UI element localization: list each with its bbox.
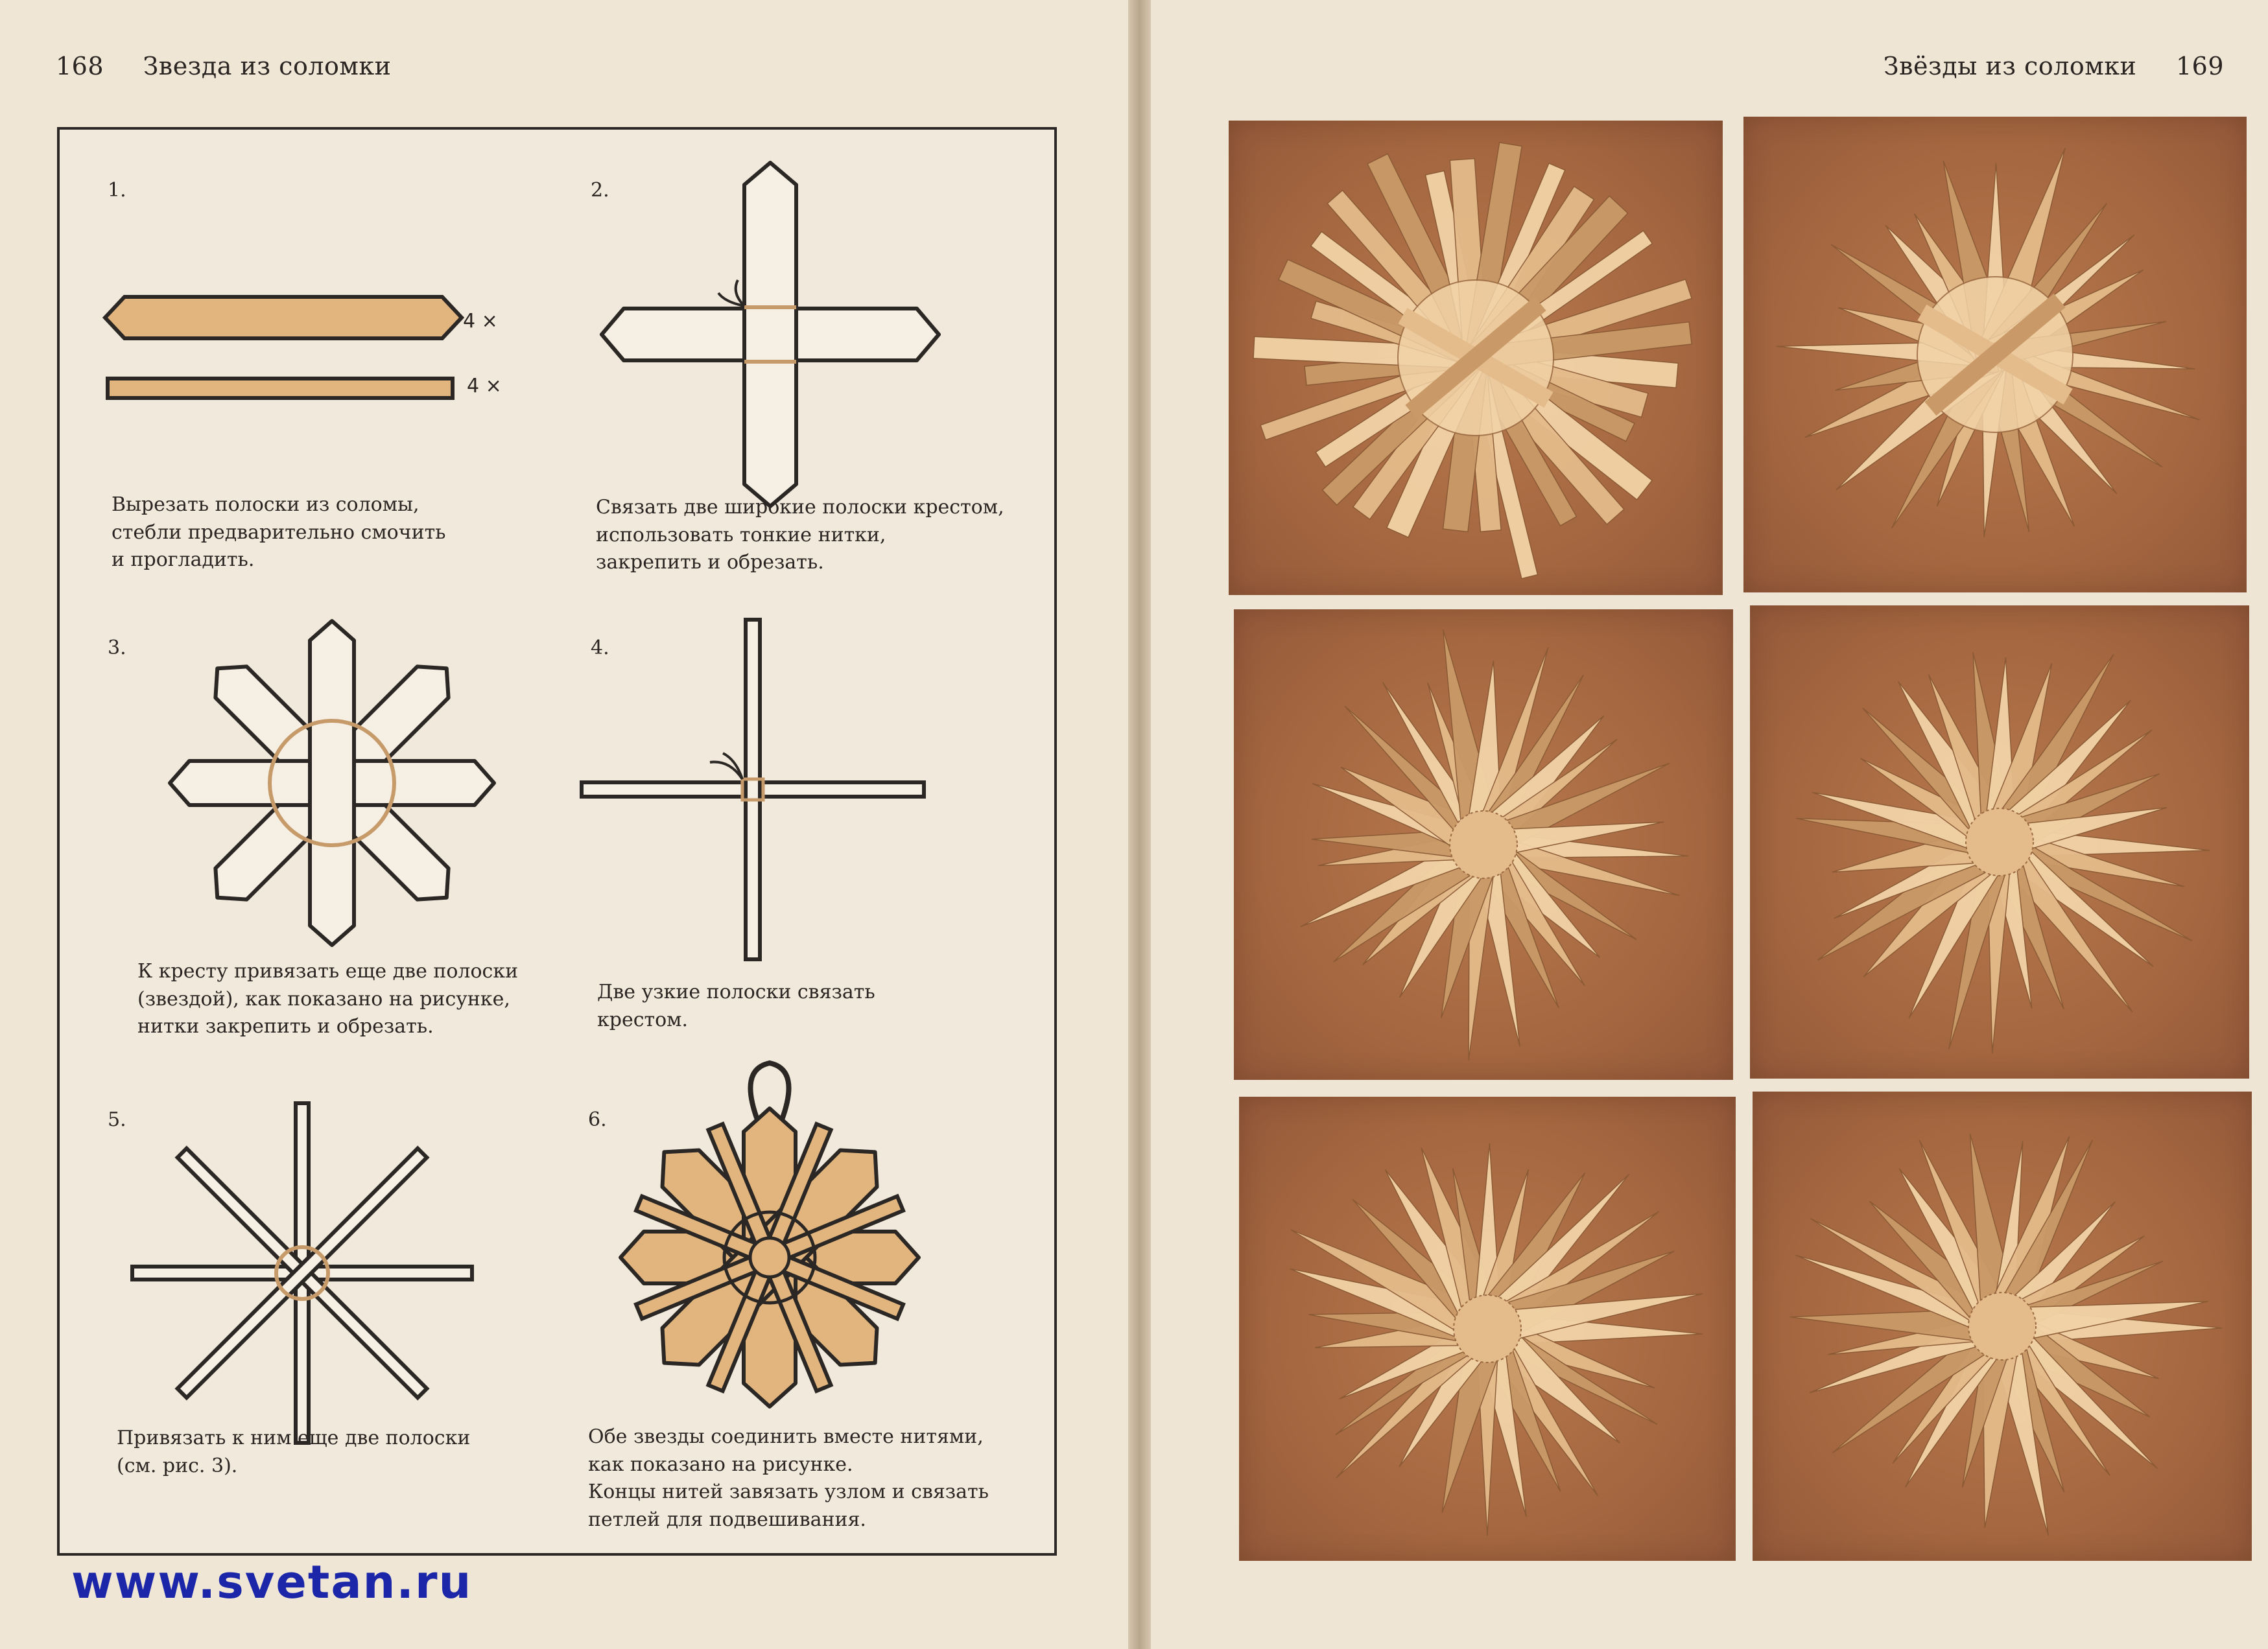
photo-straw-star-1 [1229, 121, 1723, 595]
step-1-number: 1. [108, 179, 126, 202]
step-1-caption-line: Вырезать полоски из соломы, [112, 493, 419, 516]
step-6-caption-line: Обе звезды соединить вместе нитями, [588, 1425, 984, 1448]
straw-star-photo-drawing [1743, 117, 2247, 592]
star-center [1450, 811, 1517, 878]
step-2-caption-line: использовать тонкие нитки, [596, 523, 886, 546]
star-center [1968, 1292, 2036, 1360]
step-5 [60, 1057, 560, 1558]
step-5-caption [117, 1425, 470, 1480]
photo-straw-star-5 [1239, 1097, 1736, 1561]
step-2 [560, 130, 1059, 583]
step-3-caption-line: К кресту привязать еще две полоски [137, 960, 519, 983]
thread-ends [710, 753, 742, 779]
right-running-head [1884, 52, 2224, 80]
straw-star-photo-drawing [1234, 609, 1733, 1080]
step-2-caption [596, 494, 1004, 577]
step-3-caption [137, 958, 518, 1041]
step-6 [560, 1057, 1059, 1558]
step-3-number: 3. [108, 637, 126, 659]
star-center [1454, 1295, 1521, 1362]
left-running-head [56, 52, 391, 80]
watermark[interactable]: www.svetan.ru [71, 1556, 473, 1609]
center-knot [750, 1238, 789, 1277]
step-6-caption-line: как показано на рисунке. [588, 1453, 853, 1476]
straw-star-photo-drawing [1750, 605, 2249, 1079]
instruction-frame [57, 127, 1057, 1556]
photo-straw-star-4 [1750, 605, 2249, 1079]
step-4-number: 4. [591, 637, 609, 659]
right-running-title: Звёзды из соломки [1883, 52, 2137, 80]
photo-straw-star-2 [1743, 117, 2247, 592]
step-5-narrow-star-illustration [121, 1085, 484, 1448]
step-3 [60, 583, 560, 1057]
step-5-caption-line: Привязать к ним еще две полоски [117, 1427, 471, 1449]
step-3-caption-line: нитки закрепить и обрезать. [137, 1015, 434, 1038]
step-4-caption-line: Две узкие полоски связать [597, 981, 875, 1003]
step-5-number: 5. [108, 1108, 126, 1131]
straw-star-photo-drawing [1753, 1092, 2252, 1561]
straw-star-photo-drawing [1239, 1097, 1736, 1561]
step-1-strips-illustration [105, 292, 494, 421]
wide-strip-count: 4 × [463, 310, 498, 333]
step-6-caption-line: петлей для подвешивания. [588, 1508, 866, 1531]
narrow-strip-count: 4 × [467, 375, 502, 397]
thread-ends [718, 280, 744, 306]
step-4-narrow-cross-illustration [573, 602, 936, 965]
left-page [0, 0, 1128, 1649]
photo-straw-star-3 [1234, 609, 1733, 1080]
step-5-caption-line: (см. рис. 3). [117, 1454, 238, 1477]
wide-strip [310, 621, 354, 945]
star-center [1966, 808, 2033, 876]
step-6-number: 6. [588, 1108, 607, 1131]
step-3-caption-line: (звездой), как показано на рисунке, [137, 987, 510, 1011]
wide-strip-vertical [744, 163, 796, 506]
step-6-finished-star-illustration [588, 1037, 951, 1426]
photo-straw-star-6 [1753, 1092, 2252, 1561]
step-2-number: 2. [591, 179, 609, 202]
wide-strip [105, 297, 462, 338]
narrow-strip [108, 379, 453, 398]
step-1-caption [112, 491, 446, 574]
right-page [1151, 0, 2268, 1649]
step-3-star-illustration [150, 602, 514, 965]
book-gutter [1128, 0, 1151, 1649]
straw-star-photo-drawing [1229, 121, 1723, 595]
step-6-caption-line: Концы нитей завязать узлом и связать [588, 1480, 989, 1504]
narrow-strip-vertical [746, 620, 760, 959]
right-page-number: 169 [2175, 52, 2224, 80]
step-1-caption-line: стебли предварительно смочить [112, 520, 446, 544]
step-4 [560, 583, 1059, 1057]
left-running-title: Звезда из соломки [143, 52, 392, 80]
step-4-caption-line: крестом. [597, 1008, 689, 1031]
step-1 [60, 130, 560, 583]
step-4-caption [597, 979, 875, 1034]
step-2-cross-illustration [585, 153, 949, 516]
step-1-caption-line: и прогладить. [112, 548, 255, 572]
step-2-caption-line: Связать две широкие полоски крестом, [596, 496, 1004, 519]
left-page-number: 168 [56, 52, 104, 80]
step-2-caption-line: закрепить и обрезать. [596, 551, 824, 574]
step-6-caption [588, 1423, 989, 1534]
